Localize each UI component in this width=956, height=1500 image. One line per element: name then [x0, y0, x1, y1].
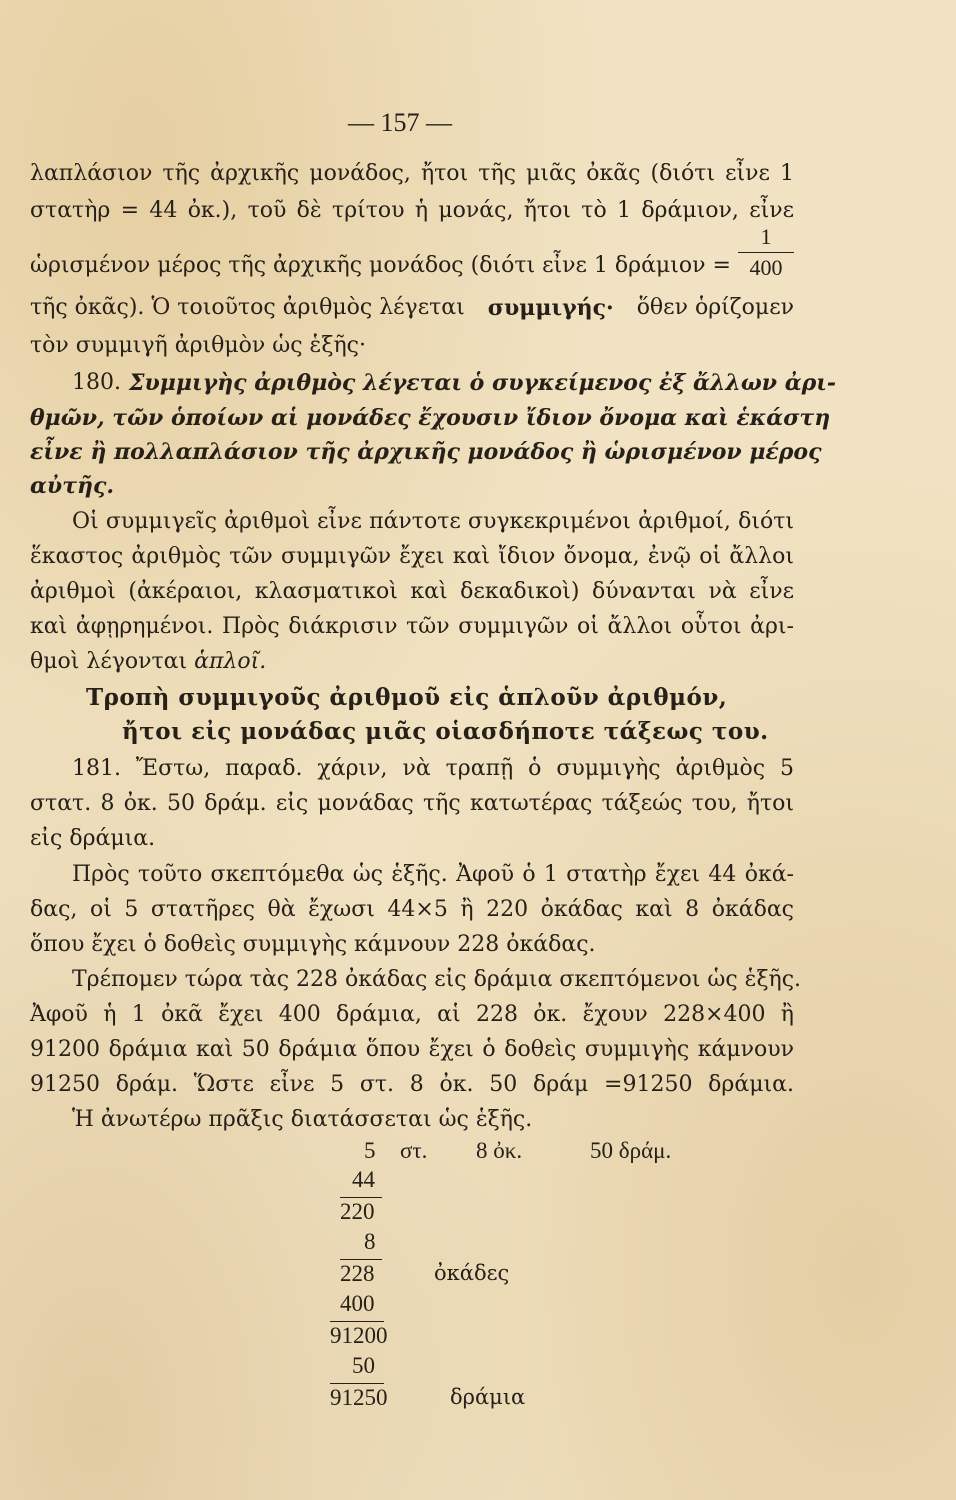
calc-value: 91250 [330, 1385, 388, 1410]
definition-first-line [72, 369, 837, 397]
text-line: τὸν συμμιγῆ ἀριθμὸν ὡς ἑξῆς· [30, 333, 366, 358]
text-line: Ἀφοῦ ἡ 1 ὀκᾶ ἔχει 400 δράμια, αἱ 228 ὀκ. ἔχουν 228×400 ἢ [30, 1002, 794, 1027]
calc-rule [330, 1321, 384, 1322]
calc-rule [330, 1383, 384, 1384]
section-heading: Τροπὴ συμμιγοῦς ἀριθμοῦ εἰς ἁπλοῦν ἀριθμόν, [86, 684, 728, 711]
text-line: Τρέπομεν τώρα τὰς 228 ὀκάδας εἰς δράμια σκεπτόμενοι ὡς ἑξῆς. [72, 967, 802, 992]
page-number: — 157 — [348, 108, 452, 137]
text-line: καὶ ἀφῃρημένοι. Πρὸς διάκρισιν τῶν συμμιγῶν οἱ ἄλλοι οὗτοι ἀρι- [30, 614, 794, 639]
text-line: λαπλάσιον τῆς ἀρχικῆς μονάδος, ἤτοι τῆς μιᾶς ὀκᾶς (διότι εἶνε 1 [30, 161, 794, 186]
calc-value: 8 [364, 1229, 376, 1254]
text-line [30, 294, 794, 322]
text-line: ἕκαστος ἀριθμὸς τῶν συμμιγῶν ἔχει καὶ ἴδιον ὄνομα, ἐνῷ οἱ ἄλλοι [30, 544, 794, 569]
definition-text: θμῶν, τῶν ὁποίων αἱ μονάδες ἔχουσιν ἴδιον ὄνομα καὶ ἑκάστη [30, 405, 831, 431]
text-line: εἰς δράμια. [30, 826, 156, 851]
calc-value: 50 δράμ. [590, 1138, 672, 1163]
text-line: 91200 δράμια καὶ 50 δράμια ὅπου ἔχει ὁ δοθεὶς συμμιγὴς κάμνουν [30, 1037, 794, 1062]
text-line: στατ. 8 ὀκ. 50 δράμ. εἰς μονάδας τῆς κατωτέρας τάξεώς του, ἤτοι [30, 791, 794, 816]
text-line: 181. Ἔστω, παραδ. χάριν, νὰ τραπῇ ὁ συμμιγὴς ἀριθμὸς 5 [72, 756, 794, 781]
defined-term: συμμιγής· [487, 295, 614, 321]
definition-text: εἶνε ἢ πολλαπλάσιον τῆς ἀρχικῆς μονάδος ἢ ὡρισμένον μέρος [30, 439, 822, 465]
text-segment: θμοὶ λέγονται [30, 649, 188, 674]
calc-rule [340, 1259, 382, 1260]
fraction-numerator: 1 [760, 224, 772, 249]
fraction-denominator: 400 [749, 255, 783, 280]
italic-term: ἁπλοῖ. [194, 649, 267, 674]
text-line [30, 648, 266, 676]
text-line: Ἡ ἀνωτέρω πρᾶξις διατάσσεται ὡς ἑξῆς. [72, 1107, 533, 1132]
text-segment: ὅθεν ὁρίζομεν [636, 295, 794, 320]
calc-unit: στ. [400, 1138, 428, 1163]
definition-text: αὐτῆς. [30, 473, 115, 499]
text-line: ὅπου ἔχει ὁ δοθεὶς συμμιγὴς κάμνουν 228 ὀκάδας. [30, 932, 596, 957]
text-line: στατὴρ = 44 ὀκ.), τοῦ δὲ τρίτου ἡ μονάς, ἤτοι τὸ 1 δράμιον, εἶνε [30, 198, 794, 223]
calc-value: 400 [340, 1291, 375, 1316]
calc-unit: δράμια [450, 1385, 526, 1409]
definition-text: Συμμιγὴς ἀριθμὸς λέγεται ὁ συγκείμενος ἐξ ἄλλων ἀρι- [128, 370, 837, 396]
text-line: δας, οἱ 5 στατῆρες θὰ ἔχωσι 44×5 ἢ 220 ὀκάδας καὶ 8 ὀκάδας [30, 897, 794, 922]
calc-value: 228 [340, 1261, 375, 1286]
text-line: ἀριθμοὶ (ἀκέραιοι, κλασματικοὶ καὶ δεκαδικοὶ) δύνανται νὰ εἶνε [30, 579, 794, 604]
calc-value: 50 [352, 1353, 375, 1378]
section-heading: ἤτοι εἰς μονάδας μιᾶς οἱασδήποτε τάξεως του. [122, 718, 769, 745]
text-line: ὡρισμένον μέρος τῆς ἀρχικῆς μονάδος (διότι εἶνε 1 δράμιον = [30, 253, 731, 278]
calc-value: 8 ὀκ. [476, 1138, 523, 1163]
text-line: 91250 δράμ. Ὥστε εἶνε 5 στ. 8 ὀκ. 50 δράμ =91250 δράμια. [30, 1072, 794, 1097]
calc-value: 44 [352, 1167, 375, 1192]
text-line: Οἱ συμμιγεῖς ἀριθμοὶ εἶνε πάντοτε συγκεκριμένοι ἀριθμοί, διότι [72, 509, 794, 534]
calc-rule [340, 1197, 382, 1198]
calc-unit: ὀκάδες [434, 1261, 510, 1285]
calc-value: 91200 [330, 1323, 388, 1348]
fraction [738, 224, 794, 281]
calc-value: 5 [364, 1138, 376, 1163]
text-segment: τῆς ὀκᾶς). Ὁ τοιοῦτος ἀριθμὸς λέγεται [30, 295, 465, 320]
calc-value: 220 [340, 1199, 375, 1224]
text-line: Πρὸς τοῦτο σκεπτόμεθα ὡς ἑξῆς. Ἀφοῦ ὁ 1 στατὴρ ἔχει 44 ὀκά- [72, 862, 794, 887]
section-number: 180. [72, 370, 121, 395]
fraction-bar [738, 252, 794, 253]
